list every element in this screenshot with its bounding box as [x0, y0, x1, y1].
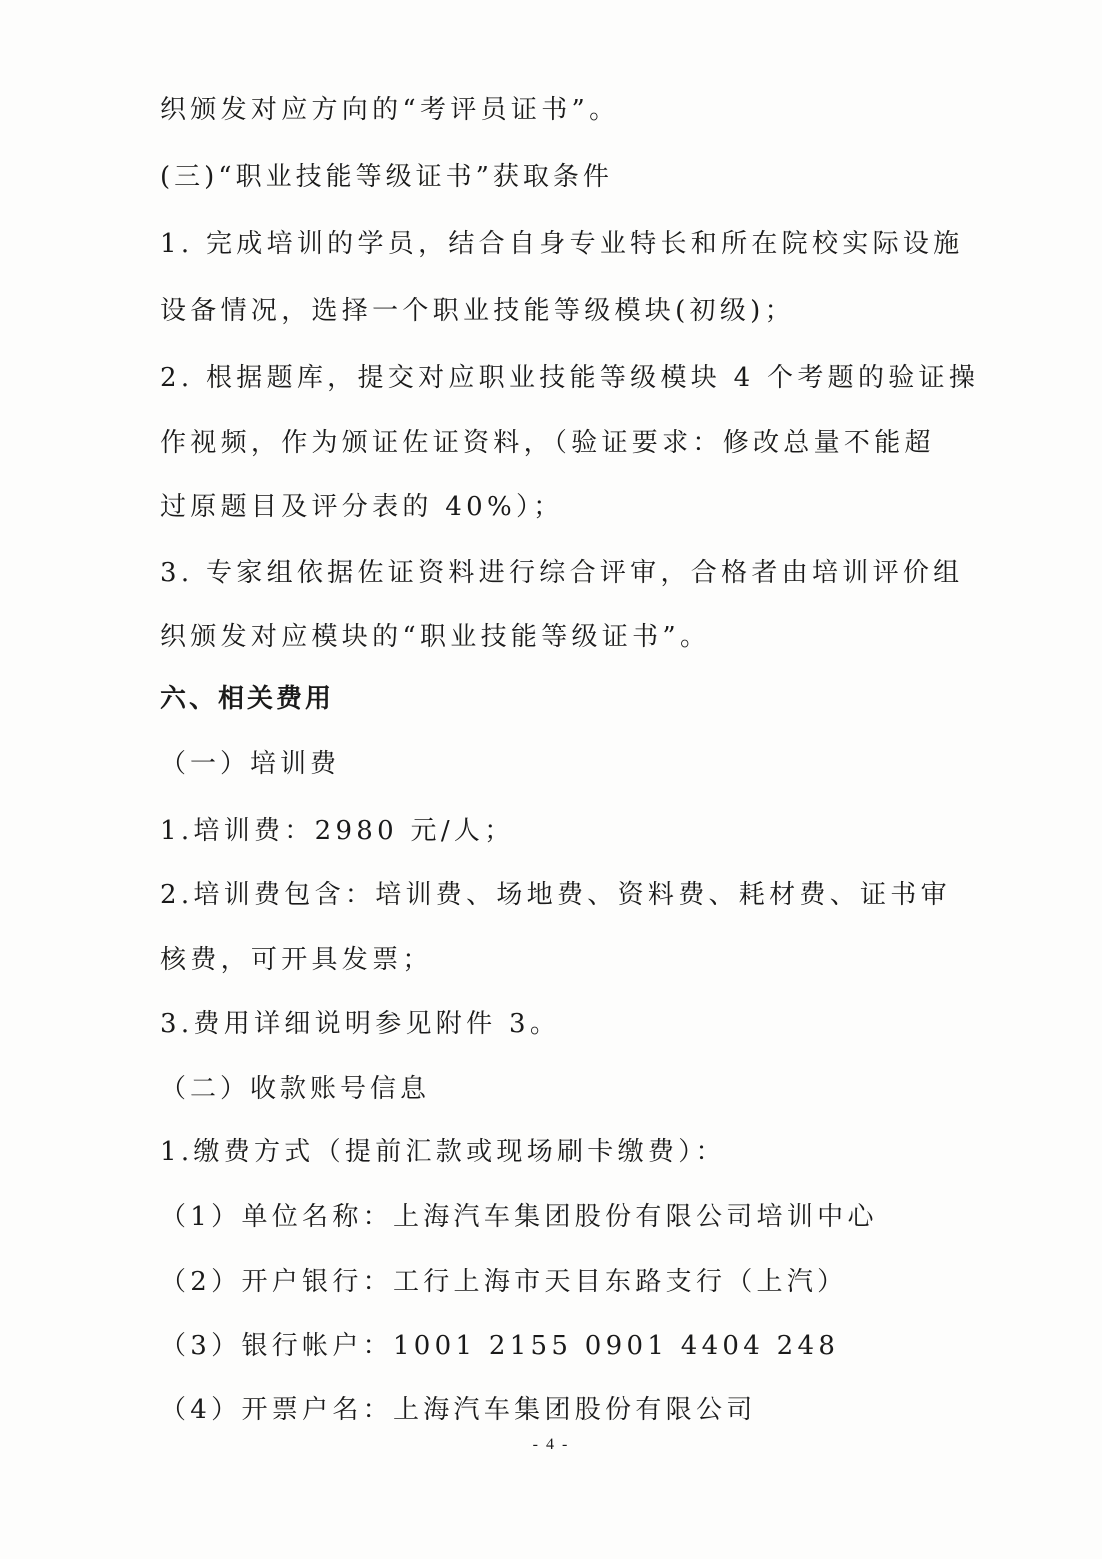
section-subheading: （一）培训费 [160, 749, 341, 779]
paragraph-line: 织颁发对应方向的“考评员证书”。 [160, 95, 620, 125]
account-info-line: （1）单位名称：上海汽车集团股份有限公司培训中心 [160, 1202, 878, 1232]
section-subheading: (三)“职业技能等级证书”获取条件 [160, 162, 613, 192]
account-info-line: （3）银行帐户：1001 2155 0901 4404 248 [160, 1331, 840, 1361]
paragraph-line: 1.培训费：2980 元/人； [160, 816, 515, 846]
paragraph-line: 3.费用详细说明参见附件 3。 [160, 1009, 561, 1039]
paragraph-line: 设备情况，选择一个职业技能等级模块(初级)； [160, 296, 795, 326]
page-number: - 4 - [532, 1436, 570, 1453]
paragraph-line: 过原题目及评分表的 40%）； [160, 492, 564, 522]
paragraph-line: 3. 专家组依据佐证资料进行综合评审，合格者由培训评价组 [160, 558, 964, 588]
paragraph-line: 1. 完成培训的学员，结合自身专业特长和所在院校实际设施 [160, 229, 964, 259]
paragraph-line: 核费，可开具发票； [160, 945, 433, 975]
section-subheading: （二）收款账号信息 [160, 1074, 431, 1104]
paragraph-line: 2.培训费包含：培训费、场地费、资料费、耗材费、证书审 [160, 880, 951, 910]
paragraph-line: 2. 根据题库，提交对应职业技能等级模块 4 个考题的验证操 [160, 363, 980, 393]
section-heading: 六、相关费用 [160, 684, 335, 714]
account-info-line: （2）开户银行：工行上海市天目东路支行（上汽） [160, 1267, 848, 1297]
paragraph-line: 作视频，作为颁证佐证资料，（验证要求：修改总量不能超 [160, 428, 935, 458]
account-info-line: （4）开票户名：上海汽车集团股份有限公司 [160, 1395, 757, 1425]
paragraph-line: 织颁发对应模块的“职业技能等级证书”。 [160, 622, 711, 652]
paragraph-line: 1.缴费方式（提前汇款或现场刷卡缴费）： [160, 1137, 726, 1167]
